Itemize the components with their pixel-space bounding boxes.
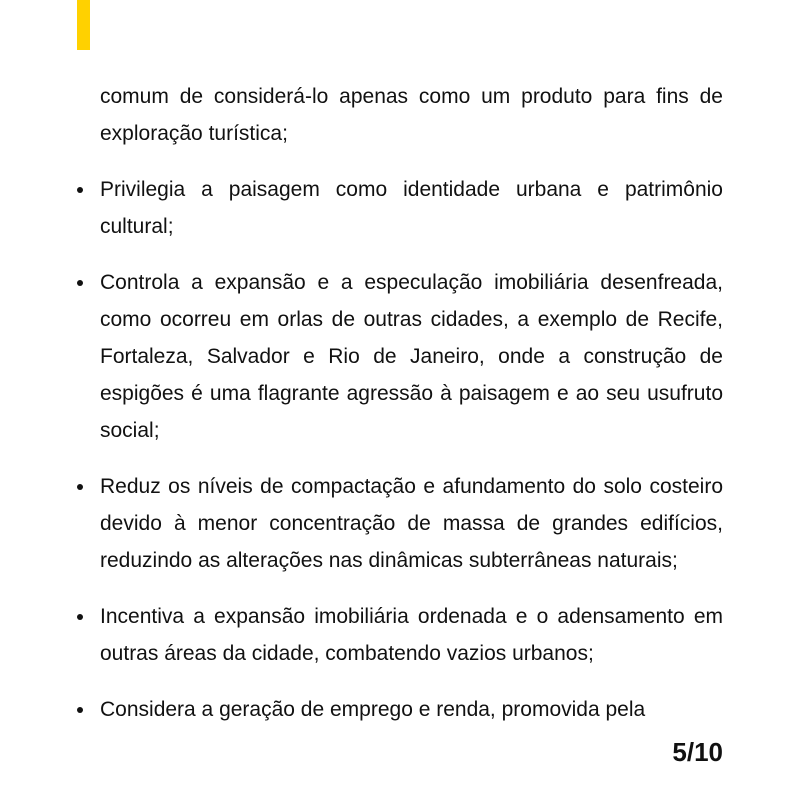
continuation-text: comum de considerá-lo apenas como um produto para fins de exploração turística; bbox=[100, 85, 723, 145]
list-item-text: Controla a expansão e a especulação imobiliária desenfreada, como ocorreu em orlas de outras cidades, a exemplo de Recife, Fortaleza, Salvador e Rio de Janeiro, onde a construção de espigões é uma flagrante agressão à paisagem e ao seu usufruto social; bbox=[100, 271, 723, 442]
list-item bbox=[77, 598, 723, 672]
accent-bar bbox=[77, 0, 90, 50]
list-item-text: Reduz os níveis de compactação e afundamento do solo costeiro devido à menor concentração de massa de grandes edifícios, reduzindo as alterações nas dinâmicas subterrâneas naturais; bbox=[100, 475, 723, 572]
list-item bbox=[77, 691, 723, 728]
list-item bbox=[77, 468, 723, 579]
bullet-list bbox=[77, 171, 723, 728]
bullet-icon bbox=[77, 187, 83, 193]
list-item-text: Privilegia a paisagem como identidade urbana e patrimônio cultural; bbox=[100, 178, 723, 238]
bullet-icon bbox=[77, 614, 83, 620]
content-body bbox=[77, 78, 723, 747]
list-item bbox=[77, 171, 723, 245]
bullet-icon bbox=[77, 707, 83, 713]
list-item-text: Considera a geração de emprego e renda, promovida pela bbox=[100, 698, 646, 721]
page-number: 5/10 bbox=[672, 737, 723, 767]
list-item-text: Incentiva a expansão imobiliária ordenada e o adensamento em outras áreas da cidade, combatendo vazios urbanos; bbox=[100, 605, 723, 665]
bullet-icon bbox=[77, 280, 83, 286]
bullet-icon bbox=[77, 484, 83, 490]
list-item bbox=[77, 264, 723, 449]
